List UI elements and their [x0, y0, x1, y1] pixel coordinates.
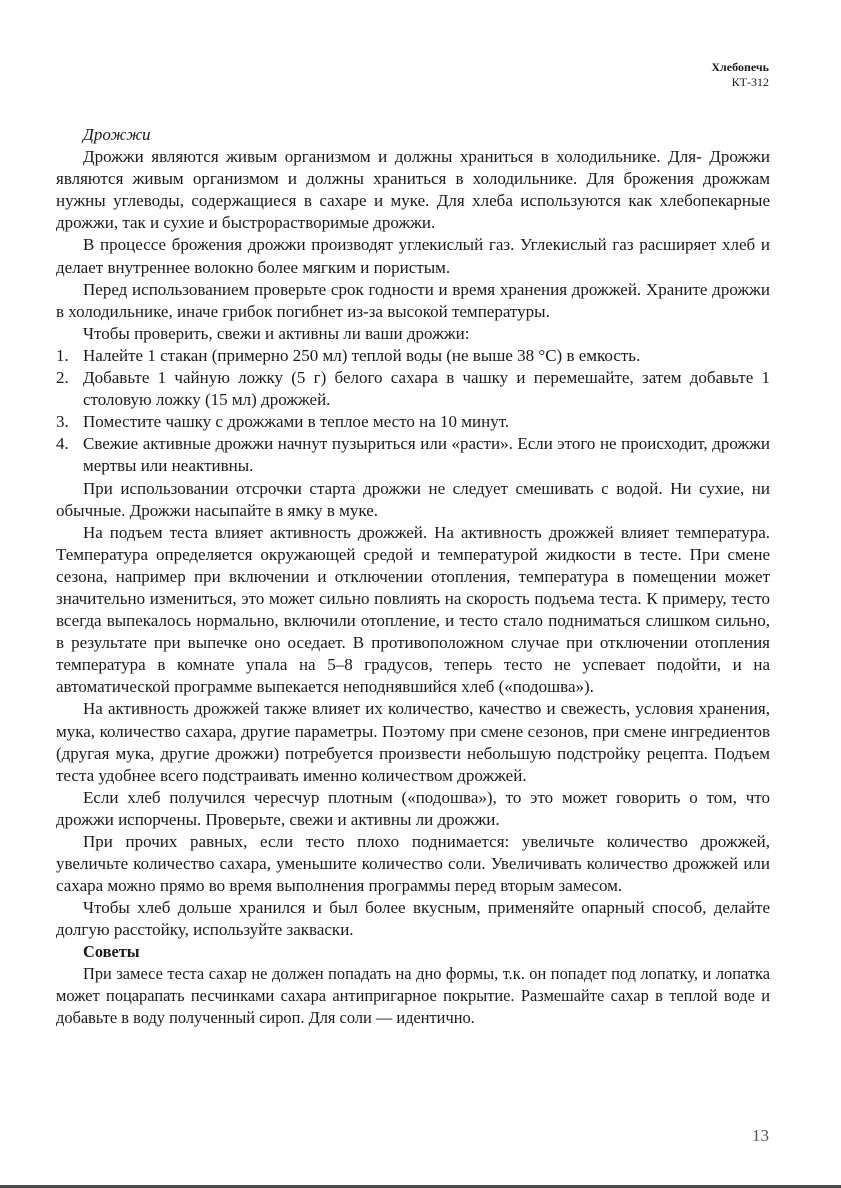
page-number: 13 — [752, 1126, 769, 1145]
paragraph: В процессе брожения дрожжи производят углекислый газ. Углекислый газ расширяет хлеб и делает внутреннее волокно более мягким и пористым. — [56, 235, 770, 277]
paragraph: Чтобы хлеб дольше хранился и был более вкусным, применяйте опарный способ, делайте долгую расстойку, используйте закваски. — [56, 898, 770, 940]
paragraph: При прочих равных, если тесто плохо поднимается: увеличьте количество дрожжей, увеличьте количество сахара, уменьшите количество соли. Увеличивать количество дрожжей или сахара можно прямо во время выполнения программы перед вторым замесом. — [56, 832, 770, 896]
list-number: 2. — [56, 368, 69, 388]
product-name: Хлебопечь — [711, 60, 769, 74]
list-number: 4. — [56, 434, 69, 454]
paragraph: При замесе теста сахар не должен попадать на дно формы, т.к. он попадет под лопатку, и лопатка может поцарапать песчинками сахара антипригарное покрытие. Размешайте сахар в теплой воде и добавьте в воду полученный сироп. Для соли — идентично. — [56, 964, 770, 1028]
section-heading-yeast: Дрожжи — [83, 125, 151, 144]
list-item — [56, 433, 770, 477]
list-item-text: Налейте 1 стакан (примерно 250 мл) теплой воды (не выше 38 °C) в емкость. — [83, 345, 641, 365]
paragraph: Дрожжи являются живым организмом и должны храниться в холодильнике. Для- Дрожжи являются живым организмом и должны храниться в холодильнике. Для брожения дрожжам нужны углеводы, содержащиеся в сахаре и муке. Для хлеба используются как хлебопекарные дрожжи, так и сухие и быстрорастворимые дрожжи. — [56, 147, 770, 233]
tips-section — [56, 941, 770, 1029]
yeast-test-steps — [56, 345, 770, 478]
paragraph: На подъем теста влияет активность дрожжей. На активность дрожжей влияет температура. Температура определяется окружающей средой и температурой жидкости в тесте. При смене сезона, например при включении и отключении отопления, температура в помещении может значительно измениться, это может сильно повлиять на скорость подъема теста. К примеру, тесто всегда выпекалось нормально, включили отопление, и тесто стало подниматься слишком сильно, в результате при выпечке оно оседает. В противоположном случае при отключении отопления температура в комнате упала на 5–8 градусов, теперь тесто не успевает подойти, и на автоматической программе выпекается неподнявшийся хлеб («подошва»). — [56, 522, 770, 697]
paragraph: При использовании отсрочки старта дрожжи не следует смешивать с водой. Ни сухие, ни обычные. Дрожжи насыпайте в ямку в муке. — [56, 478, 770, 520]
page-body — [56, 124, 770, 1029]
product-model: КТ-312 — [731, 75, 769, 89]
list-number: 1. — [56, 345, 69, 365]
list-number: 3. — [56, 412, 69, 432]
list-item — [56, 411, 770, 433]
list-item-text: Добавьте 1 чайную ложку (5 г) белого сахара в чашку и перемешайте, затем добавьте 1 столовую ложку (15 мл) дрожжей. — [83, 368, 770, 410]
paragraph: На активность дрожжей также влияет их количество, качество и свежесть, условия хранения, мука, количество сахара, другие параметры. Поэтому при смене сезонов, при смене ингредиентов (другая мука, другие дрожжи) потребуется произвести небольшую подстройку рецепта. Подъем теста удобнее всего подстраивать именно количеством дрожжей. — [56, 699, 770, 785]
paragraph: Чтобы проверить, свежи и активны ли ваши дрожжи: — [83, 323, 470, 343]
list-item — [56, 367, 770, 411]
section-heading-tips: Советы — [83, 942, 140, 962]
list-item-text: Свежие активные дрожжи начнут пузыриться или «расти». Если этого не происходит, дрожжи мертвы или неактивны. — [83, 434, 770, 476]
paragraph: Если хлеб получился чересчур плотным («подошва»), то это может говорить о том, что дрожжи испорчены. Проверьте, свежи и активны ли дрожжи. — [56, 787, 770, 829]
list-item — [56, 345, 770, 367]
paragraph: Перед использованием проверьте срок годности и время хранения дрожжей. Храните дрожжи в холодильнике, иначе грибок погибнет из-за высокой температуры. — [56, 279, 770, 321]
list-item-text: Поместите чашку с дрожжами в теплое место на 10 минут. — [83, 412, 510, 432]
running-header — [711, 60, 769, 90]
